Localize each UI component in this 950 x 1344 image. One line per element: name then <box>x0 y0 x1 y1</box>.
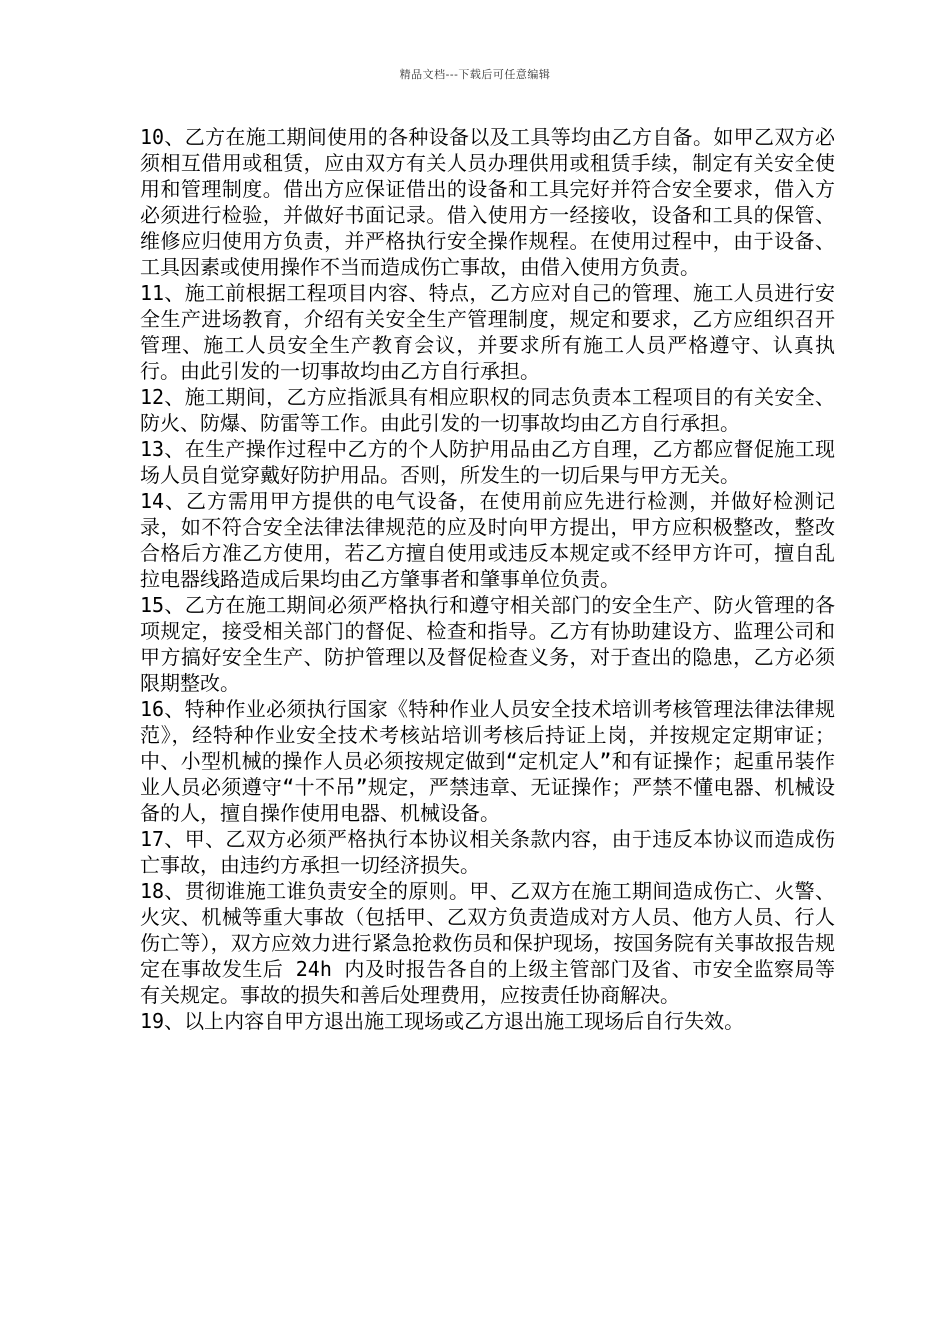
clause-18: 18、贯彻谁施工谁负责安全的原则。甲、乙双方在施工期间造成伤亡、火警、火灾、机械等重大事故（包括甲、乙双方负责造成对方人员、他方人员、行人伤亡等），双方应效力进行紧急抢救伤员和保护现场，按国务院有关事故报告规定在事故发生后 24h 内及时报告各自的上级主管部门及省、市安全监察局等有关规定。事故的损失和善后处理费用，应按责任协商解决。 <box>140 879 835 1007</box>
clause-15: 15、乙方在施工期间必须严格执行和遵守相关部门的安全生产、防火管理的各项规定，接受相关部门的督促、检查和指导。乙方有协助建设方、监理公司和甲方搞好安全生产、防护管理以及督促检查义务，对于查出的隐患，乙方必须限期整改。 <box>140 593 835 695</box>
document-body <box>140 124 835 1034</box>
clause-14: 14、乙方需用甲方提供的电气设备，在使用前应先进行检测，并做好检测记录，如不符合安全法律法律规范的应及时向甲方提出，甲方应积极整改，整改合格后方准乙方使用，若乙方擅自使用或违反本规定或不经甲方许可，擅自乱拉电器线路造成后果均由乙方肇事者和肇事单位负责。 <box>140 489 835 591</box>
clause-13: 13、在生产操作过程中乙方的个人防护用品由乙方自理，乙方都应督促施工现场人员自觉穿戴好防护用品。否则，所发生的一切后果与甲方无关。 <box>140 437 835 487</box>
clause-10: 10、乙方在施工期间使用的各种设备以及工具等均由乙方自备。如甲乙双方必须相互借用或租赁，应由双方有关人员办理供用或租赁手续，制定有关安全使用和管理制度。借出方应保证借出的设备和工具完好并符合安全要求，借入方必须进行检验，并做好书面记录。借入使用方一经接收，设备和工具的保管、维修应归使用方负责，并严格执行安全操作规程。在使用过程中，由于设备、工具因素或使用操作不当而造成伤亡事故，由借入使用方负责。 <box>140 125 835 279</box>
clause-17: 17、甲、乙双方必须严格执行本协议相关条款内容，由于违反本协议而造成伤亡事故，由违约方承担一切经济损失。 <box>140 827 835 877</box>
page-header: 精品文档---下载后可任意编辑 <box>399 68 551 81</box>
clause-12: 12、施工期间，乙方应指派具有相应职权的同志负责本工程项目的有关安全、防火、防爆、防雷等工作。由此引发的一切事故均由乙方自行承担。 <box>140 385 835 435</box>
clause-19: 19、以上内容自甲方退出施工现场或乙方退出施工现场后自行失效。 <box>140 1009 745 1033</box>
clause-16: 16、特种作业必须执行国家《特种作业人员安全技术培训考核管理法律法律规范》，经特种作业安全技术考核站培训考核后持证上岗，并按规定定期审证；中、小型机械的操作人员必须按规定做到“定机定人”和有证操作；起重吊装作业人员必须遵守“十不吊”规定，严禁违章、无证操作；严禁不懂电器、机械设备的人，擅自操作使用电器、机械设备。 <box>140 697 835 825</box>
clause-11: 11、施工前根据工程项目内容、特点，乙方应对自己的管理、施工人员进行安全生产进场教育，介绍有关安全生产管理制度，规定和要求，乙方应组织召开管理、施工人员安全生产教育会议，并要求所有施工人员严格遵守、认真执行。由此引发的一切事故均由乙方自行承担。 <box>140 281 835 383</box>
